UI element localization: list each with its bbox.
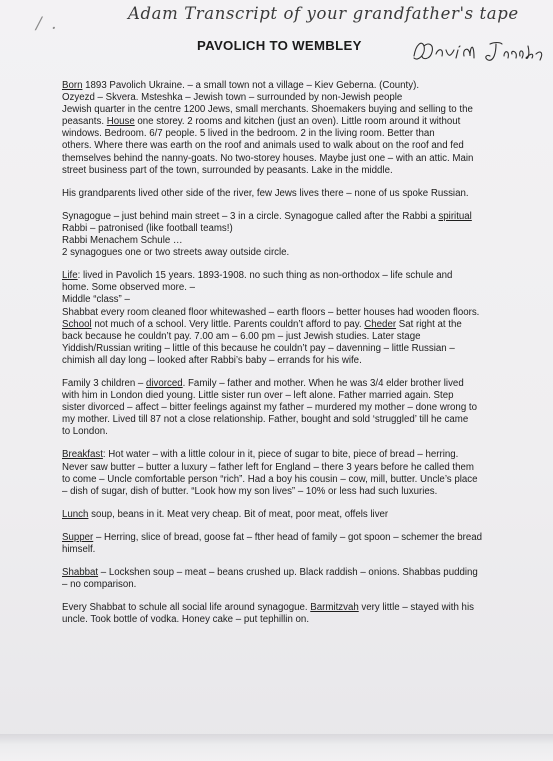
underlined-heading: School (62, 318, 92, 330)
text-run: Middle “class” – (62, 294, 130, 306)
text-line (62, 544, 498, 556)
text-run: : Hot water – with a little colour in it, piece of sugar to bite, piece of bread – herring. (102, 449, 459, 461)
text-line (62, 92, 498, 104)
text-run: Family 3 children – (62, 377, 146, 389)
text-line (62, 474, 498, 486)
text-line (62, 128, 498, 140)
text-run: soup, beans in it. Meat very cheap. Bit of meat, poor meat, offels liver (88, 508, 389, 520)
text-line (62, 567, 498, 579)
paragraph (62, 449, 498, 497)
paragraph (62, 270, 498, 367)
text-line (62, 355, 498, 367)
paragraph (62, 378, 498, 438)
text-run: peasants. (62, 116, 107, 128)
document-title: PAVOLICH TO WEMBLEY (197, 38, 362, 53)
paragraph (62, 532, 498, 556)
text-run: to London. (62, 426, 108, 438)
text-line (62, 211, 498, 223)
text-run: street business part of the town, surrounded by peasants. Lake in the middle. (62, 164, 393, 176)
text-line (62, 331, 498, 343)
transcript-body (62, 80, 498, 637)
text-line (62, 282, 498, 294)
text-run: himself. (62, 544, 96, 555)
underlined-heading: Cheder (364, 318, 397, 330)
underlined-heading: Born (62, 80, 83, 91)
text-run: one storey. 2 rooms and kitchen (just an oven). Little room around it without (134, 116, 461, 128)
text-run: not much of a school. Very little. Parents couldn’t afford to pay. (91, 318, 365, 330)
text-run: to come – Uncle comfortable person “rich”. Had a boy his cousin – cow, mill, butter. Uncle’s place (62, 473, 478, 485)
text-run: Never saw butter – butter a luxury – father left for England – there 3 years before he called them (62, 461, 474, 473)
text-run: with him in London died young. Little sister run over – left alone. Father married again. Step (62, 390, 454, 402)
text-run: very little – stayed with his (358, 602, 474, 614)
text-run: – Lockshen soup – meat – beans crushed up. Black raddish – onions. Shabbas pudding (98, 567, 478, 579)
text-run: Jewish quarter in the centre 1200 Jews, small merchants. Shoemakers buying and selling to the (62, 104, 473, 116)
text-line (62, 294, 498, 306)
text-run: – dish of sugar, dish of butter. “Look how my son lives” – 10% or less had such luxuries. (62, 485, 438, 497)
underlined-heading: Breakfast (62, 449, 103, 461)
text-run: windows. Bedroom. 6/7 people. 5 lived in the bedroom. 2 in the living room. Better than (62, 128, 435, 140)
text-run: Ozyezd – Skvera. Msteshka – Jewish town – surrounded by non-Jewish people (62, 92, 403, 104)
text-line (62, 602, 498, 614)
text-run: – no comparison. (62, 579, 137, 591)
text-run: others. Where there was earth on the roof and animals used to walk about on the roof and fed (62, 140, 464, 152)
text-line (62, 247, 498, 259)
text-run: Sat right at the (396, 318, 462, 330)
text-line (62, 235, 498, 247)
text-run: 2 synagogues one or two streets away outside circle. (62, 247, 290, 259)
paragraph (62, 188, 498, 200)
text-line (62, 462, 498, 474)
text-line (62, 614, 498, 626)
text-run: my mother. Lived till 87 not a close relationship. Father, bought and sold ‘struggled’ till he came (62, 414, 469, 426)
text-line (62, 104, 498, 116)
paragraph (62, 211, 498, 259)
text-line (62, 270, 498, 282)
text-run: Every Shabbat to schule all social life around synagogue. (62, 602, 311, 614)
text-line (62, 153, 498, 165)
text-line (62, 402, 498, 414)
handwritten-note: Adam Transcript of your grandfather's tape (128, 4, 519, 23)
underlined-heading: divorced (146, 377, 183, 389)
page-fold-shadow (0, 734, 553, 761)
paragraph (62, 80, 498, 177)
text-line (62, 378, 498, 390)
text-line (62, 579, 498, 591)
text-line (62, 486, 498, 498)
text-run: Synagogue – just behind main street – 3 in a circle. Synagogue called after the Rabbi a (62, 210, 439, 222)
text-line (62, 223, 498, 235)
text-run: 1893 Pavolich Ukraine. – a small town not a village – Kiev Geberna. (County). (82, 80, 420, 91)
text-run: Rabbi Menachem Schule … (62, 235, 183, 247)
text-run: Rabbi – patronised (like football teams!) (62, 222, 233, 234)
text-line (62, 414, 498, 426)
text-run: sister divorced – affect – bitter feelings against my father – murdered my mother – done wrong to (62, 402, 477, 414)
text-line (62, 307, 498, 319)
underlined-heading: Lunch (62, 508, 89, 520)
signature-image (408, 36, 548, 66)
underlined-heading: Supper (62, 531, 94, 543)
text-line (62, 390, 498, 402)
text-run: home. Some observed more. – (62, 282, 195, 294)
underlined-heading: Barmitzvah (310, 602, 359, 614)
text-line (62, 116, 498, 128)
text-line (62, 343, 498, 355)
underlined-heading: Shabbat (62, 567, 99, 579)
text-run: chimish all day long – looked after Rabbi’s baby – errands for his wife. (62, 354, 362, 366)
text-line (62, 140, 498, 152)
text-line (62, 449, 498, 461)
paragraph (62, 602, 498, 626)
text-line (62, 532, 498, 544)
text-run: Shabbat every room cleaned floor whitewashed – earth floors – better houses had wooden floors. (62, 306, 480, 318)
underlined-heading: spiritual (438, 210, 472, 222)
underlined-heading: Life (62, 270, 78, 282)
text-run: : lived in Pavolich 15 years. 1893-1908. no such thing as non-orthodox – life schule and (77, 270, 453, 282)
text-run: – Herring, slice of bread, goose fat – fther head of family – got spoon – schemer the bread (93, 531, 483, 543)
text-run: Yiddish/Russian writing – little of this because he couldn’t pay – davenning – little Russian – (62, 342, 455, 354)
text-run: His grandparents lived other side of the river, few Jews lives there – none of us spoke Russian. (62, 187, 469, 199)
text-run: . Family – father and mother. When he was 3/4 elder brother lived (182, 377, 464, 389)
margin-mark: / . (36, 14, 59, 34)
text-line (62, 165, 498, 177)
text-run: uncle. Took bottle of vodka. Honey cake – put tephillin on. (62, 614, 310, 626)
text-line (62, 426, 498, 438)
text-line (62, 80, 498, 92)
text-line (62, 509, 498, 521)
paragraph (62, 509, 498, 521)
text-run: back because he couldn’t pay. 7.00 am – 6.00 pm – just Jewish studies. Later stage (62, 330, 421, 342)
text-line (62, 188, 498, 200)
text-run: themselves behind the nanny-goats. No two-storey houses. Maybe just one – with an attic. Main (62, 152, 474, 164)
text-line (62, 319, 498, 331)
underlined-heading: House (106, 116, 135, 128)
paragraph (62, 567, 498, 591)
